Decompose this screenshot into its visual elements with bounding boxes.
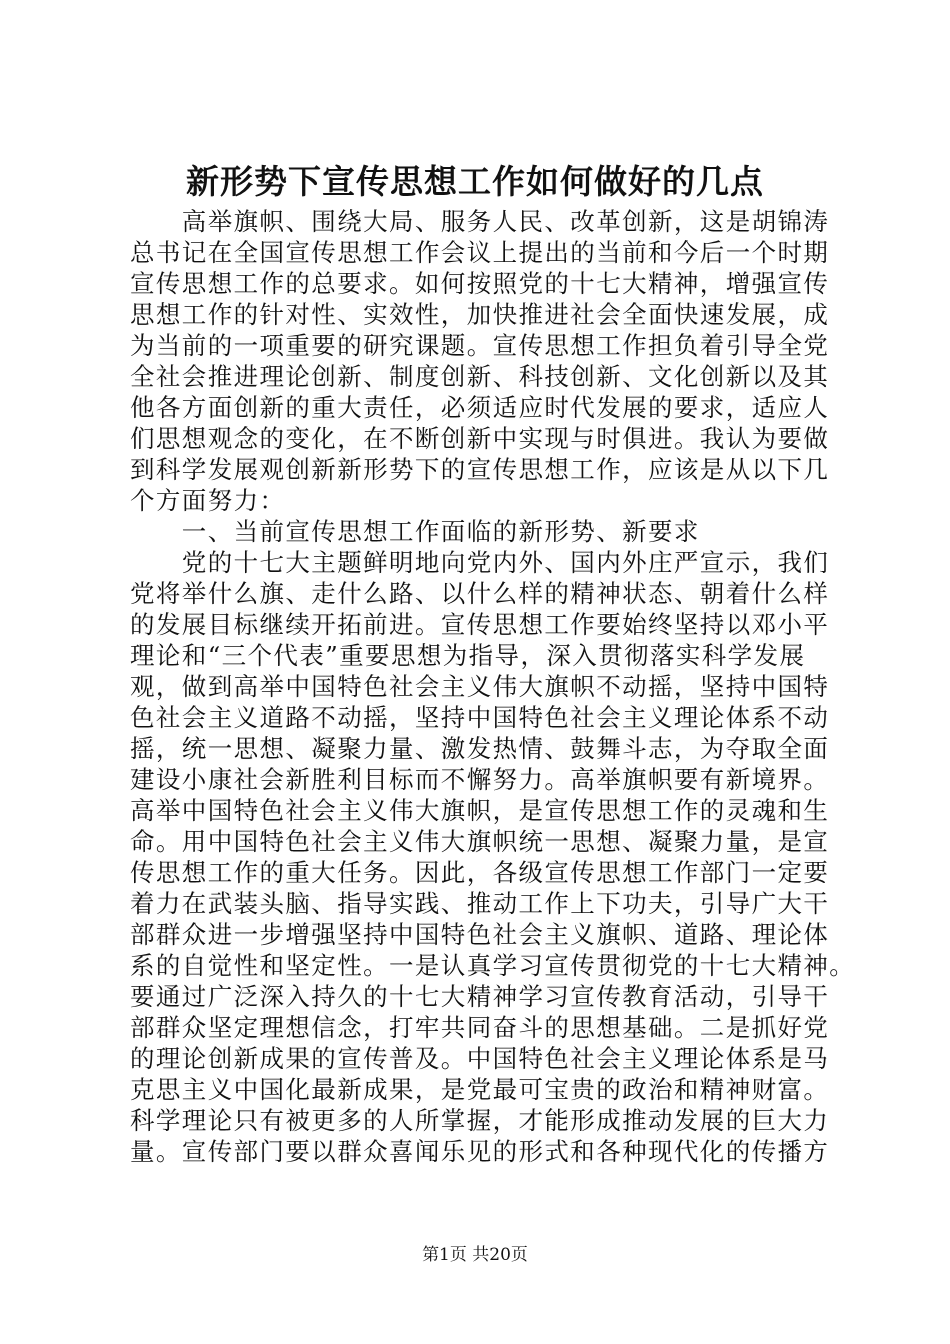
- text-line: 克思主义中国化最新成果，是党最可宝贵的政治和精神财富。: [130, 1075, 830, 1104]
- text-line: 传思想工作的重大任务。因此，各级宣传思想工作部门一定要: [130, 858, 830, 887]
- text-line: 党将举什么旗、走什么路、以什么样的精神状态、朝着什么样: [130, 579, 830, 608]
- text-line: 科学理论只有被更多的人所掌握，才能形成推动发展的巨大力: [130, 1106, 830, 1135]
- text-line: 高举中国特色社会主义伟大旗帜，是宣传思想工作的灵魂和生: [130, 796, 830, 825]
- text-line: 的理论创新成果的宣传普及。中国特色社会主义理论体系是马: [130, 1044, 830, 1073]
- text-line: 命。用中国特色社会主义伟大旗帜统一思想、凝聚力量，是宣: [130, 827, 830, 856]
- document-title: 新形势下宣传思想工作如何做好的几点: [186, 162, 764, 201]
- text-line: 高举旗帜、围绕大局、服务人民、改革创新，这是胡锦涛: [130, 207, 830, 236]
- text-line: 理论和“三个代表”重要思想为指导，深入贯彻落实科学发展: [130, 641, 806, 670]
- text-line: 着力在武装头脑、指导实践、推动工作上下功夫，引导广大干: [130, 889, 830, 918]
- text-line: 建设小康社会新胜利目标而不懈努力。高举旗帜要有新境界。: [130, 765, 830, 794]
- text-line: 全社会推进理论创新、制度创新、科技创新、文化创新以及其: [130, 362, 830, 391]
- text-line: 观，做到高举中国特色社会主义伟大旗帜不动摇，坚持中国特: [130, 672, 830, 701]
- text-line: 到科学发展观创新新形势下的宣传思想工作，应该是从以下几: [130, 455, 830, 484]
- text-line: 一、当前宣传思想工作面临的新形势、新要求: [130, 517, 700, 546]
- text-line: 系的自觉性和坚定性。一是认真学习宣传贯彻党的十七大精神。: [130, 951, 856, 980]
- text-line: 总书记在全国宣传思想工作会议上提出的当前和今后一个时期: [130, 238, 830, 267]
- text-line: 量。宣传部门要以群众喜闻乐见的形式和各种现代化的传播方: [130, 1137, 830, 1166]
- text-line: 党的十七大主题鲜明地向党内外、国内外庄严宣示，我们: [130, 548, 830, 577]
- text-line: 思想工作的针对性、实效性，加快推进社会全面快速发展，成: [130, 300, 830, 329]
- text-line: 宣传思想工作的总要求。如何按照党的十七大精神，增强宣传: [130, 269, 830, 298]
- text-line: 色社会主义道路不动摇，坚持中国特色社会主义理论体系不动: [130, 703, 830, 732]
- text-line: 摇，统一思想、凝聚力量、激发热情、鼓舞斗志，为夺取全面: [130, 734, 830, 763]
- text-line: 们思想观念的变化，在不断创新中实现与时俱进。我认为要做: [130, 424, 830, 453]
- text-line: 个方面努力：: [130, 486, 286, 515]
- text-line: 部群众进一步增强坚持中国特色社会主义旗帜、道路、理论体: [130, 920, 830, 949]
- text-line: 要通过广泛深入持久的十七大精神学习宣传教育活动，引导干: [130, 982, 830, 1011]
- page-footer: 第1页 共20页: [422, 1245, 528, 1265]
- body-text: [130, 206, 856, 1167]
- text-line: 部群众坚定理想信念，打牢共同奋斗的思想基础。二是抓好党: [130, 1013, 830, 1042]
- text-line: 他各方面创新的重大责任，必须适应时代发展的要求，适应人: [130, 393, 830, 422]
- text-line: 为当前的一项重要的研究课题。宣传思想工作担负着引导全党: [130, 331, 830, 360]
- text-line: 的发展目标继续开拓前进。宣传思想工作要始终坚持以邓小平: [130, 610, 830, 639]
